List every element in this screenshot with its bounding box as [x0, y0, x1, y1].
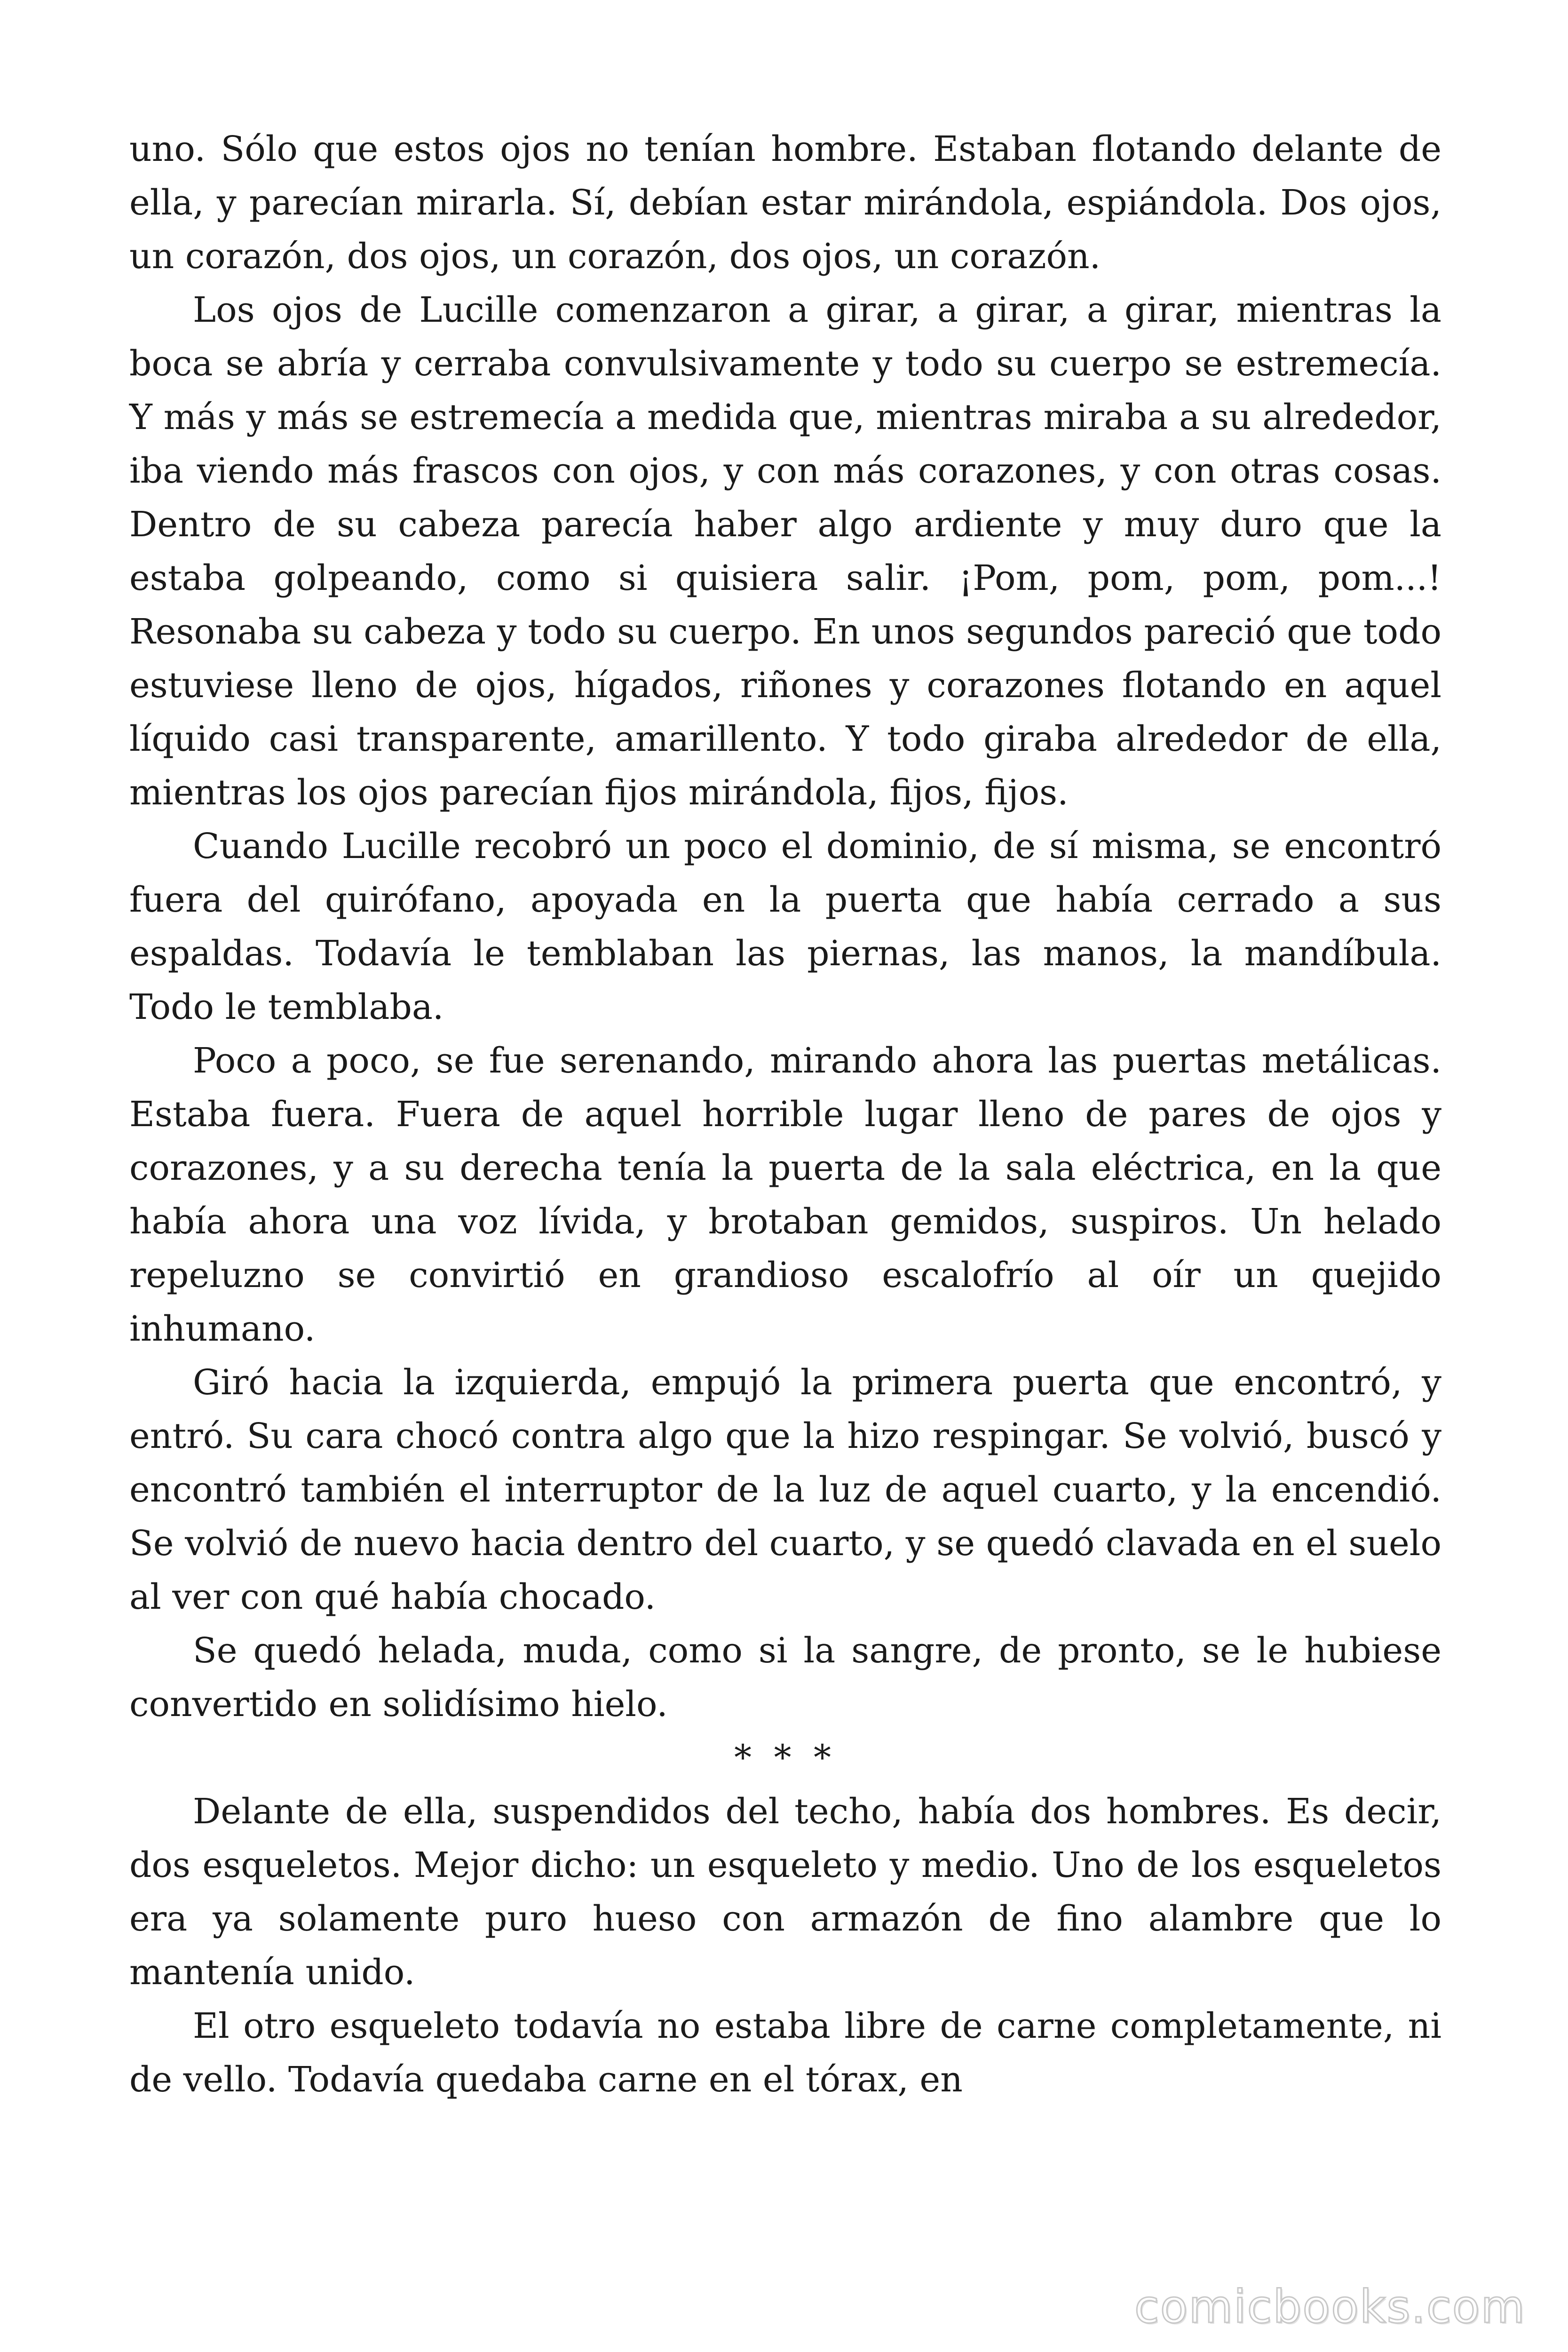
paragraph-1: uno. Sólo que estos ojos no tenían hombre. Estaban flotando delante de ella, y parecían mirarla. Sí, debían estar mirándola, espiándola. Dos ojos, un corazón, dos ojos, un corazón, dos ojos, un corazón.	[129, 129, 1441, 277]
paragraph-6: Se quedó helada, muda, como si la sangre, de pronto, se le hubiese convertido en solidísimo hielo.	[129, 1630, 1441, 1724]
paragraph-7: Delante de ella, suspendidos del techo, había dos hombres. Es decir, dos esqueletos. Mejor dicho: un esqueleto y medio. Uno de los esqueletos era ya solamente puro hueso con armazón de fino alambre que lo mantenía unido.	[129, 1791, 1441, 1993]
section-separator: * * *	[734, 1738, 837, 1778]
paragraph-5: Giró hacia la izquierda, empujó la primera puerta que encontró, y entró. Su cara chocó contra algo que la hizo respingar. Se volvió, buscó y encontró también el interruptor de la luz de aquel cuarto, y la encendió. Se volvió de nuevo hacia dentro del cuarto, y se quedó clavada en el suelo al ver con qué había chocado.	[129, 1362, 1441, 1617]
book-page	[129, 122, 1441, 2106]
watermark: comicbooks.com	[1134, 2280, 1526, 2333]
paragraph-2: Los ojos de Lucille comenzaron a girar, a girar, a girar, mientras la boca se abría y cerraba convulsivamente y todo su cuerpo se estremecía. Y más y más se estremecía a medida que, mientras miraba a su alrededor, iba viendo más frascos con ojos, y con más corazones, y con otras cosas. Dentro de su cabeza parecía haber algo ardiente y muy duro que la estaba golpeando, como si quisiera salir. ¡Pom, pom, pom, pom...! Resonaba su cabeza y todo su cuerpo. En unos segundos pareció que todo estuviese lleno de ojos, hígados, riñones y corazones flotando en aquel líquido casi transparente, amarillento. Y todo giraba alrededor de ella, mientras los ojos parecían fijos mirándola, fijos, fijos.	[129, 290, 1441, 813]
paragraph-4: Poco a poco, se fue serenando, mirando ahora las puertas metálicas. Estaba fuera. Fuera de aquel horrible lugar lleno de pares de ojos y corazones, y a su derecha tenía la puerta de la sala eléctrica, en la que había ahora una voz lívida, y brotaban gemidos, suspiros. Un helado repeluzno se convirtió en grandioso escalofrío al oír un quejido inhumano.	[129, 1041, 1441, 1349]
paragraph-3: Cuando Lucille recobró un poco el dominio, de sí misma, se encontró fuera del quirófano, apoyada en la puerta que había cerrado a sus espaldas. Todavía le temblaban las piernas, las manos, la mandíbula. Todo le temblaba.	[129, 826, 1441, 1027]
paragraph-8: El otro esqueleto todavía no estaba libre de carne completamente, ni de vello. Todavía quedaba carne en el tórax, en	[129, 2006, 1441, 2100]
